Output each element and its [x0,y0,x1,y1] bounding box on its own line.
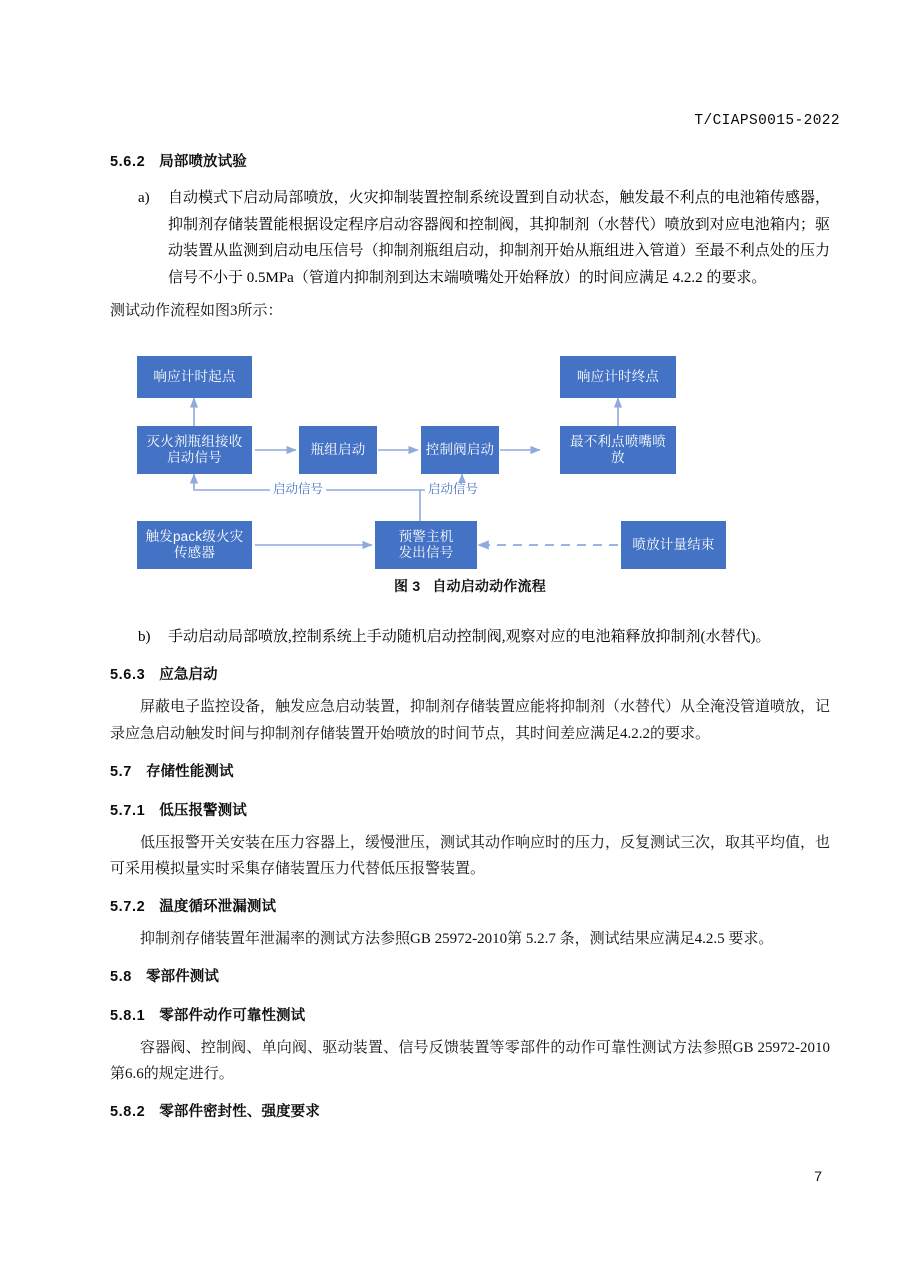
clause-number: 5.8.1 [110,1007,146,1024]
page-number: 7 [814,1168,822,1184]
clause-title: 应急启动 [159,667,218,684]
clause-heading-5-7-1 [110,799,830,820]
clause-title: 存储性能测试 [145,763,234,780]
flow-node-label-line2: 传感器 [173,545,216,561]
flow-node-label-line1: 预警主机 [398,528,454,544]
figure-caption [110,576,830,596]
flow-node-label-line2: 启动信号 [167,450,222,466]
flow-node-label-line1: 触发pack级火灾 [145,528,244,544]
flow-node-label-line1: 最不利点喷嘴喷 [570,433,666,449]
flow-node-agent-bottle-receive [137,426,252,474]
document-body [110,150,830,1121]
flow-node-label: 响应计时终点 [576,369,660,385]
clause-title: 局部喷放试验 [159,154,247,170]
clause-number: 5.6.3 [110,667,146,684]
flow-node-label [399,529,454,562]
clause-number: 5.6.2 [110,154,146,170]
list-marker-b: b) [138,629,151,646]
list-marker-a: a) [138,190,150,206]
figure-caption-number: 图 3 [394,578,421,595]
flow-node-label-line1: 灭火剂瓶组接收 [146,433,243,449]
flow-node-worst-point-nozzle [560,426,676,474]
flow-node-warning-host-signal [375,521,477,569]
flow-intro-text: 测试动作流程如图3所示： [110,302,283,319]
clause-title: 零部件测试 [145,968,219,985]
clause-title: 零部件密封性、强度要求 [159,1103,320,1120]
clause-heading-5-7 [110,760,830,781]
clause-title: 零部件动作可靠性测试 [159,1007,306,1024]
clause-5-7-1-paragraph: 低压报警开关安装在压力容器上，缓慢泄压，测试其动作响应时的压力，反复测试三次，取其平均值，也可采用模拟量实时采集存储装置压力代替低压报警装置。 [110,834,831,878]
clause-heading-5-8 [110,965,830,986]
list-item-a-text: 自动模式下启动局部喷放，火灾抑制装置控制系统设置到自动状态，触发最不利点的电池箱传感器，抑制剂存储装置能根据设定程序启动容器阀和控制阀，其抑制剂（水替代）喷放到对应电池箱内；驱动装置从监测到启动电压信号（抑制剂瓶组启动，抑制剂开始从瓶组进入管道）至最不利点处的压力信号不小于 0.5MPa（管道内抑制剂到达末端喷嘴处开始释放）的时间应满足 4.2.2 的要求。 [168,190,830,287]
clause-heading-5-6-3 [110,663,830,684]
flow-edge-label-text: 启动信号 [273,482,324,497]
clause-title: 低压报警测试 [159,802,247,819]
clause-heading-5-8-2 [110,1100,830,1121]
flow-node-label: 瓶组启动 [310,442,366,458]
clause-number: 5.8 [110,968,132,985]
page-header-standard-number: T/CIAPS0015-2022 [694,113,840,129]
flow-node-control-valve-start [421,426,499,474]
figure-3 [110,340,830,602]
flow-node-label-line2: 发出信号 [398,545,454,561]
clause-number: 5.7 [110,763,132,780]
flow-node-label [570,434,666,467]
clause-title: 温度循环泄漏测试 [159,898,277,915]
clause-heading-5-8-1 [110,1004,830,1025]
clause-number: 5.8.2 [110,1103,146,1120]
clause-5-7-2-paragraph: 抑制剂存储装置年泄漏率的测试方法参照GB 25972-2010第 5.2.7 条，测试结果应满足4.2.5 要求。 [140,930,774,947]
clause-5-6-3-paragraph: 屏蔽电子监控设备，触发应急启动装置，抑制剂存储装置应能将抑制剂（水替代）从全淹没管道喷放，记录应急启动触发时间与抑制剂存储装置开始喷放的时间节点，其时间差应满足4.2.2的要求。 [110,699,831,742]
clause-heading-5-6-2 [110,150,830,171]
figure-caption-title: 自动启动动作流程 [432,578,546,595]
flow-node-spray-metering-end [621,521,726,569]
flow-edge-label-left [270,483,326,496]
flow-node-label [146,529,244,562]
clause-heading-5-7-2 [110,895,830,916]
flow-node-bottle-start [299,426,377,474]
flow-node-pack-fire-sensor [137,521,252,569]
list-item-b-text: 手动启动局部喷放,控制系统上手动随机启动控制阀,观察对应的电池箱释放抑制剂(水替代)。 [168,629,771,646]
flow-node-label: 喷放计量结束 [632,537,715,553]
flow-node-label: 响应计时起点 [153,369,236,385]
flow-node-end-timer [560,356,676,398]
flow-node-start-timer [137,356,252,398]
flow-node-label [147,434,243,467]
flow-edge-label-text: 启动信号 [428,482,479,497]
clause-number: 5.7.2 [110,898,146,915]
flow-node-label-line2: 放 [611,450,625,466]
clause-number: 5.7.1 [110,802,146,819]
clause-5-8-1-paragraph: 容器阀、控制阀、单向阀、驱动装置、信号反馈装置等零部件的动作可靠性测试方法参照GB 25972-2010第6.6的规定进行。 [110,1039,830,1083]
list-item [110,185,830,292]
list-item [110,624,830,651]
flow-node-label: 控制阀启动 [425,442,495,458]
flow-edge-label-right [425,483,481,496]
